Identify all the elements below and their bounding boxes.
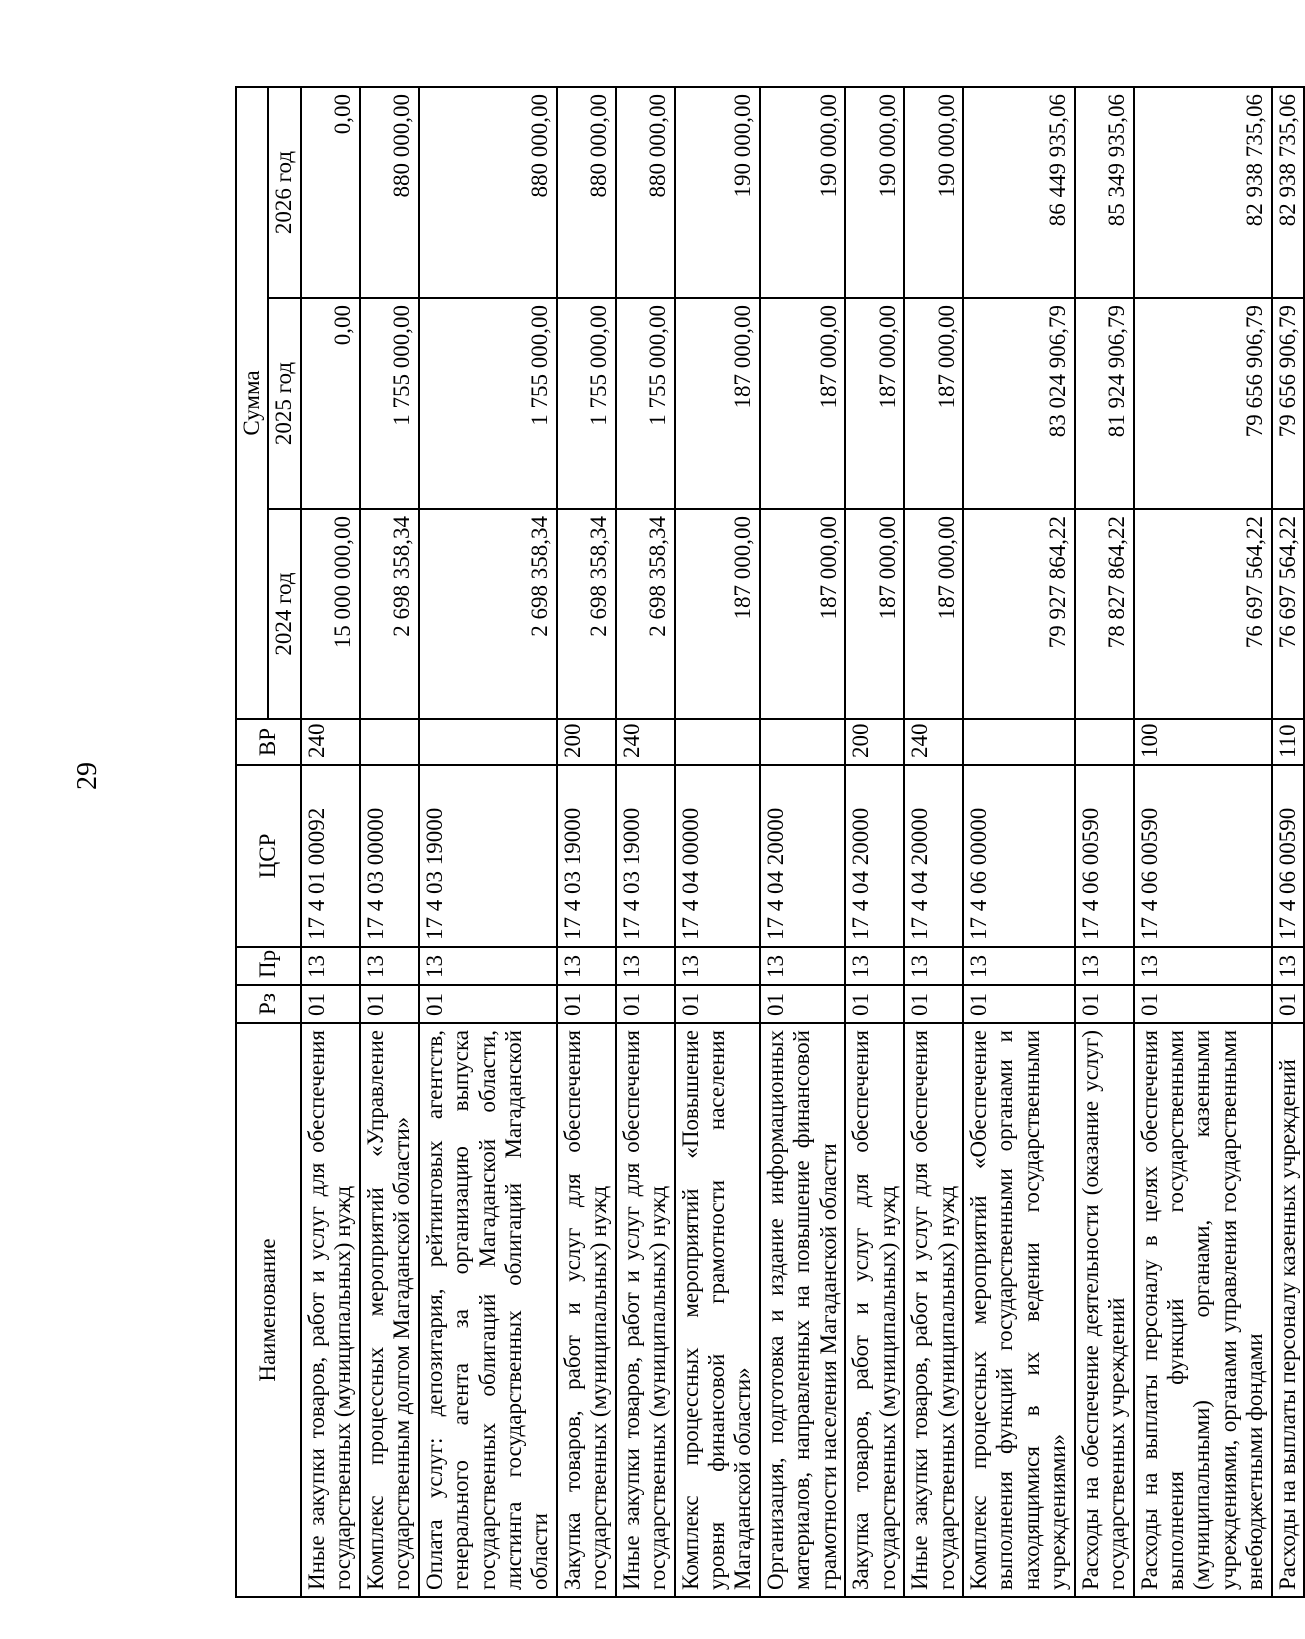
cell-name: Комплекс процессных мероприятий «Обеспечение выполнения функций государственными органами и находящимися в их ведении государственными учреждениями» bbox=[963, 1023, 1075, 1597]
cell-vr: 240 bbox=[904, 719, 963, 765]
cell-name: Комплекс процессных мероприятий «Управление государственным долгом Магаданской области» bbox=[360, 1023, 419, 1597]
cell-y2024: 78 827 864,22 bbox=[1075, 509, 1134, 719]
cell-vr bbox=[963, 719, 1075, 765]
cell-y2026: 82 938 735,06 bbox=[1134, 87, 1272, 298]
cell-vr: 240 bbox=[301, 719, 360, 765]
cell-y2026: 190 000,00 bbox=[904, 87, 963, 298]
header-vr: ВР bbox=[236, 719, 301, 765]
cell-rz: 01 bbox=[360, 985, 419, 1023]
cell-y2025: 1 755 000,00 bbox=[360, 298, 419, 509]
table-row bbox=[845, 87, 904, 1597]
cell-y2024: 2 698 358,34 bbox=[419, 509, 557, 719]
table-row bbox=[557, 87, 616, 1597]
cell-y2024: 76 697 564,22 bbox=[1272, 509, 1304, 719]
cell-pr: 13 bbox=[845, 947, 904, 985]
cell-rz: 01 bbox=[760, 985, 845, 1023]
cell-pr: 13 bbox=[419, 947, 557, 985]
cell-y2025: 83 024 906,79 bbox=[963, 298, 1075, 509]
cell-name: Расходы на выплаты персоналу казенных учреждений bbox=[1272, 1023, 1304, 1597]
cell-name: Комплекс процессных мероприятий «Повышение уровня финансовой грамотности населения Магаданской области» bbox=[675, 1023, 760, 1597]
cell-pr: 13 bbox=[616, 947, 675, 985]
header-2024: 2024 год bbox=[268, 509, 300, 719]
cell-vr bbox=[760, 719, 845, 765]
cell-pr: 13 bbox=[557, 947, 616, 985]
cell-y2025: 187 000,00 bbox=[904, 298, 963, 509]
cell-y2025: 79 656 906,79 bbox=[1272, 298, 1304, 509]
cell-pr: 13 bbox=[301, 947, 360, 985]
table-row bbox=[360, 87, 419, 1597]
cell-y2025: 0,00 bbox=[301, 298, 360, 509]
header-pr: Пр bbox=[236, 947, 301, 985]
cell-y2026: 190 000,00 bbox=[845, 87, 904, 298]
cell-y2024: 187 000,00 bbox=[760, 509, 845, 719]
cell-rz: 01 bbox=[1075, 985, 1134, 1023]
cell-csr: 17 4 03 00000 bbox=[360, 765, 419, 947]
cell-y2024: 187 000,00 bbox=[675, 509, 760, 719]
cell-y2026: 190 000,00 bbox=[760, 87, 845, 298]
table-row bbox=[1134, 87, 1272, 1597]
cell-rz: 01 bbox=[675, 985, 760, 1023]
cell-y2024: 187 000,00 bbox=[904, 509, 963, 719]
cell-y2026: 0,00 bbox=[301, 87, 360, 298]
header-name: Наименование bbox=[236, 1023, 301, 1597]
cell-pr: 13 bbox=[360, 947, 419, 985]
cell-y2025: 187 000,00 bbox=[760, 298, 845, 509]
cell-csr: 17 4 04 20000 bbox=[904, 765, 963, 947]
cell-name: Оплата услуг: депозитария, рейтинговых агентств, генерального агента за организацию выпуска государственных облигаций Магаданской области, листинга государственных облигаций Магаданской области bbox=[419, 1023, 557, 1597]
table-row bbox=[1272, 87, 1304, 1597]
table-body bbox=[301, 87, 1304, 1597]
table-row bbox=[760, 87, 845, 1597]
cell-vr: 240 bbox=[616, 719, 675, 765]
cell-vr: 110 bbox=[1272, 719, 1304, 765]
cell-rz: 01 bbox=[419, 985, 557, 1023]
cell-pr: 13 bbox=[1134, 947, 1272, 985]
cell-y2026: 880 000,00 bbox=[616, 87, 675, 298]
cell-y2025: 1 755 000,00 bbox=[419, 298, 557, 509]
cell-rz: 01 bbox=[904, 985, 963, 1023]
table-row bbox=[904, 87, 963, 1597]
table-row bbox=[1075, 87, 1134, 1597]
budget-table-container bbox=[235, 88, 1300, 1598]
header-rz: Рз bbox=[236, 985, 301, 1023]
cell-csr: 17 4 03 19000 bbox=[616, 765, 675, 947]
cell-name: Закупка товаров, работ и услуг для обеспечения государственных (муниципальных) нужд bbox=[845, 1023, 904, 1597]
table-header bbox=[236, 87, 301, 1597]
cell-pr: 13 bbox=[760, 947, 845, 985]
cell-y2026: 86 449 935,06 bbox=[963, 87, 1075, 298]
cell-name: Закупка товаров, работ и услуг для обеспечения государственных (муниципальных) нужд bbox=[557, 1023, 616, 1597]
cell-pr: 13 bbox=[675, 947, 760, 985]
cell-y2025: 1 755 000,00 bbox=[616, 298, 675, 509]
cell-csr: 17 4 03 19000 bbox=[557, 765, 616, 947]
cell-pr: 13 bbox=[904, 947, 963, 985]
cell-csr: 17 4 04 00000 bbox=[675, 765, 760, 947]
cell-y2024: 2 698 358,34 bbox=[616, 509, 675, 719]
cell-y2024: 187 000,00 bbox=[845, 509, 904, 719]
cell-name: Иные закупки товаров, работ и услуг для обеспечения государственных (муниципальных) нужд bbox=[616, 1023, 675, 1597]
cell-y2025: 187 000,00 bbox=[845, 298, 904, 509]
cell-csr: 17 4 04 20000 bbox=[760, 765, 845, 947]
cell-vr bbox=[675, 719, 760, 765]
cell-y2025: 81 924 906,79 bbox=[1075, 298, 1134, 509]
cell-vr bbox=[360, 719, 419, 765]
cell-y2024: 2 698 358,34 bbox=[557, 509, 616, 719]
cell-y2026: 190 000,00 bbox=[675, 87, 760, 298]
header-csr: ЦСР bbox=[236, 765, 301, 947]
cell-rz: 01 bbox=[963, 985, 1075, 1023]
cell-name: Расходы на выплаты персоналу в целях обеспечения выполнения функций государственными (муниципальными) органами, казенными учреждениями, органами управления государственными внебюджетными фондами bbox=[1134, 1023, 1272, 1597]
cell-y2024: 79 927 864,22 bbox=[963, 509, 1075, 719]
cell-csr: 17 4 03 19000 bbox=[419, 765, 557, 947]
cell-rz: 01 bbox=[301, 985, 360, 1023]
cell-name: Организация, подготовка и издание информационных материалов, направленных на повышение финансовой грамотности населения Магаданской области bbox=[760, 1023, 845, 1597]
cell-y2026: 880 000,00 bbox=[419, 87, 557, 298]
budget-table bbox=[235, 86, 1305, 1598]
cell-pr: 13 bbox=[1272, 947, 1304, 985]
cell-vr: 100 bbox=[1134, 719, 1272, 765]
cell-rz: 01 bbox=[845, 985, 904, 1023]
table-row bbox=[963, 87, 1075, 1597]
cell-csr: 17 4 06 00590 bbox=[1134, 765, 1272, 947]
cell-name: Расходы на обеспечение деятельности (оказание услуг) государственных учреждений bbox=[1075, 1023, 1134, 1597]
table-row bbox=[675, 87, 760, 1597]
cell-pr: 13 bbox=[1075, 947, 1134, 985]
table-row bbox=[616, 87, 675, 1597]
cell-csr: 17 4 06 00000 bbox=[963, 765, 1075, 947]
cell-y2024: 76 697 564,22 bbox=[1134, 509, 1272, 719]
cell-name: Иные закупки товаров, работ и услуг для обеспечения государственных (муниципальных) нужд bbox=[301, 1023, 360, 1597]
table-row bbox=[419, 87, 557, 1597]
header-2026: 2026 год bbox=[268, 87, 300, 298]
cell-csr: 17 4 01 00092 bbox=[301, 765, 360, 947]
cell-vr bbox=[419, 719, 557, 765]
cell-y2026: 880 000,00 bbox=[360, 87, 419, 298]
cell-rz: 01 bbox=[1272, 985, 1304, 1023]
cell-rz: 01 bbox=[1134, 985, 1272, 1023]
cell-name: Иные закупки товаров, работ и услуг для обеспечения государственных (муниципальных) нужд bbox=[904, 1023, 963, 1597]
cell-vr: 200 bbox=[845, 719, 904, 765]
cell-pr: 13 bbox=[963, 947, 1075, 985]
cell-rz: 01 bbox=[557, 985, 616, 1023]
cell-vr: 200 bbox=[557, 719, 616, 765]
cell-rz: 01 bbox=[616, 985, 675, 1023]
cell-y2025: 1 755 000,00 bbox=[557, 298, 616, 509]
cell-y2025: 79 656 906,79 bbox=[1134, 298, 1272, 509]
cell-csr: 17 4 06 00590 bbox=[1272, 765, 1304, 947]
cell-y2024: 2 698 358,34 bbox=[360, 509, 419, 719]
cell-y2026: 82 938 735,06 bbox=[1272, 87, 1304, 298]
header-sum: Сумма bbox=[236, 87, 268, 719]
cell-csr: 17 4 06 00590 bbox=[1075, 765, 1134, 947]
cell-y2026: 880 000,00 bbox=[557, 87, 616, 298]
cell-y2026: 85 349 935,06 bbox=[1075, 87, 1134, 298]
cell-y2024: 15 000 000,00 bbox=[301, 509, 360, 719]
cell-vr bbox=[1075, 719, 1134, 765]
cell-y2025: 187 000,00 bbox=[675, 298, 760, 509]
page-number: 29 bbox=[72, 762, 103, 790]
header-2025: 2025 год bbox=[268, 298, 300, 509]
table-row bbox=[301, 87, 360, 1597]
cell-csr: 17 4 04 20000 bbox=[845, 765, 904, 947]
